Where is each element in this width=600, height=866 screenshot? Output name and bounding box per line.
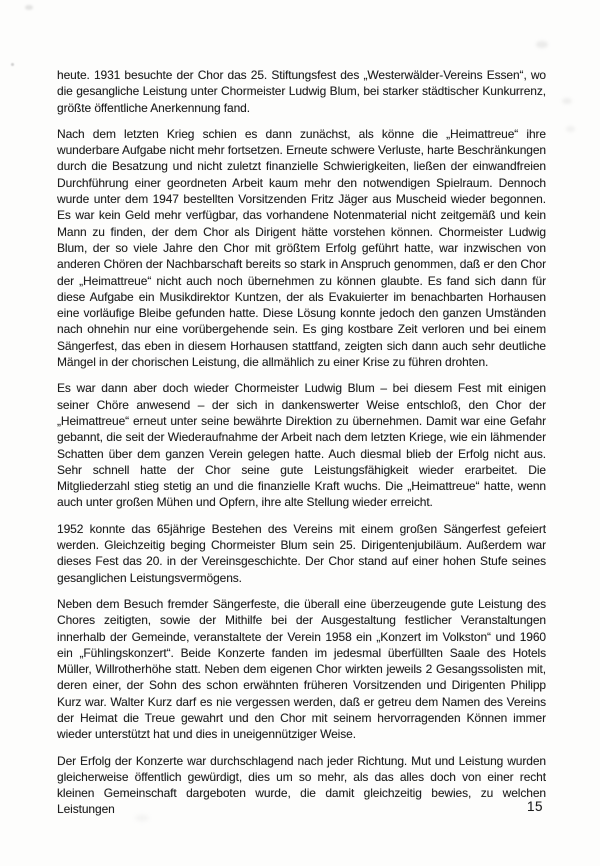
paragraph-6: Der Erfolg der Konzerte war durchschlagend nach jeder Richtung. Mut und Leistung wurden gleicherweise öffentlich gewürdigt, dies um so mehr, als das alles doch von einer recht kleinen Gemeinschaft dargeboten wurde, die damit gleichzeitig bewies, zu welchen Leistungen — [57, 753, 546, 817]
paragraph-3: Es war dann aber doch wieder Chormeister Ludwig Blum – bei diesem Fest mit einigen seiner Chöre anwesend – der sich in dankenswerter Weise entschloß, den Chor der „Heimattreue“ erneut unter seine bewährte Direktion zu übernehmen. Damit war eine Gefahr gebannt, die seit der Wiederaufnahme der Arbeit nach dem letzten Kriege, wie ein lähmender Schatten über dem ganzen Verein gelegen hatte. Auch diesmal blieb der Erfolg nicht aus. Sehr schnell hatte der Chor seine gute Leistungsfähigkeit wieder erarbeitet. Die Mitgliederzahl stieg stetig an und die finanzielle Kraft wuchs. Die „Heimattreue“ hatte, wenn auch unter großen Mühen und Opfern, ihre alte Stellung wieder erreicht. — [57, 381, 546, 510]
body-text — [57, 67, 546, 828]
scan-artifact — [536, 41, 548, 48]
scan-artifact — [11, 63, 14, 66]
paragraph-4: 1952 konnte das 65jährige Bestehen des Vereins mit einem großen Sängerfest gefeiert werden. Gleichzeitig beging Chormeister Blum sein 25. Dirigentenjubiläum. Außerdem war dieses Fest das 20. in der Vereinsgeschichte. Der Chor stand auf einer hohen Stufe seines gesanglichen Leistungsvermögens. — [57, 521, 546, 585]
paragraph-1: heute. 1931 besuchte der Chor das 25. Stiftungsfest des „Westerwälder-Vereins Essen“, wo die gesangliche Leistung unter Chormeister Ludwig Blum, bei starker städtischer Kunkurrenz, größte öffentliche Anerkennung fand. — [57, 68, 546, 115]
scan-artifact — [25, 5, 33, 10]
paragraph-2: Nach dem letzten Krieg schien es dann zunächst, als könne die „Heimattreue“ ihre wunderbare Aufgabe nicht mehr fortsetzen. Erneute schwere Verluste, harte Beschränkungen durch die Besatzung und nicht zuletzt finanzielle Schwierigkeiten, ließen der einwandfreien Durchführung einer geordneten Arbeit kaum mehr den notwendigen Spielraum. Dennoch wurde unter dem 1947 bestellten Vorsitzenden Fritz Jäger aus Muscheid wieder begonnen. Es war kein Geld mehr verfügbar, das vorhandene Notenmaterial nicht zeitgemäß und kein Mann zu finden, der dem Chor als Dirigent hätte vorstehen können. Chormeister Ludwig Blum, der so viele Jahre den Chor mit größtem Erfolg geführt hatte, war inzwischen von anderen Chören der Nachbarschaft bereits so stark in Anspruch genommen, daß er den Chor der „Heimattreue“ nicht auch noch übernehmen zu können glaubte. Es fand sich dann für diese Aufgabe ein Musikdirektor Kuntzen, der als Evakuierter im benachbarten Horhausen eine vorläufige Bleibe gefunden hatte. Diese Lösung konnte jedoch den ganzen Umständen nach ohnehin nur eine vorübergehende sein. Es ging kostbare Zeit verloren und bei einem Sängerfest, das eben in diesem Horhausen stattfand, zeigten sich dann auch sehr deutliche Mängel in der chorischen Leistung, die allmählich zu einer Krise zu führen drohten. — [57, 126, 546, 370]
page-number: 15 — [527, 799, 544, 814]
scan-artifact — [562, 98, 572, 104]
scan-artifact — [566, 126, 575, 132]
paragraph-5: Neben dem Besuch fremder Sängerfeste, die überall eine überzeugende gute Leistung des Chores zeitigten, sowie der Mithilfe bei der Ausgestaltung festlicher Veranstaltungen innerhalb der Gemeinde, veranstaltete der Verein 1958 ein „Konzert im Volkston“ und 1960 ein „Fühlingskonzert“. Beide Konzerte fanden im jedesmal überfüllten Saale des Hotels Müller, Willrotherhöhe statt. Neben dem eigenen Chor wirkten jeweils 2 Gesangssolisten mit, deren einer, der Sohn des schon erwähnten früheren Vorsitzenden und Dirigenten Philipp Kurz war. Walter Kurz darf es nie vergessen werden, daß er getreu dem Namen des Vereins der Heimat die Treue gewahrt und den Chor mit seinem hervorragenden Können immer wieder unterstützt hat und dies in uneigennütziger Weise. — [57, 596, 546, 742]
